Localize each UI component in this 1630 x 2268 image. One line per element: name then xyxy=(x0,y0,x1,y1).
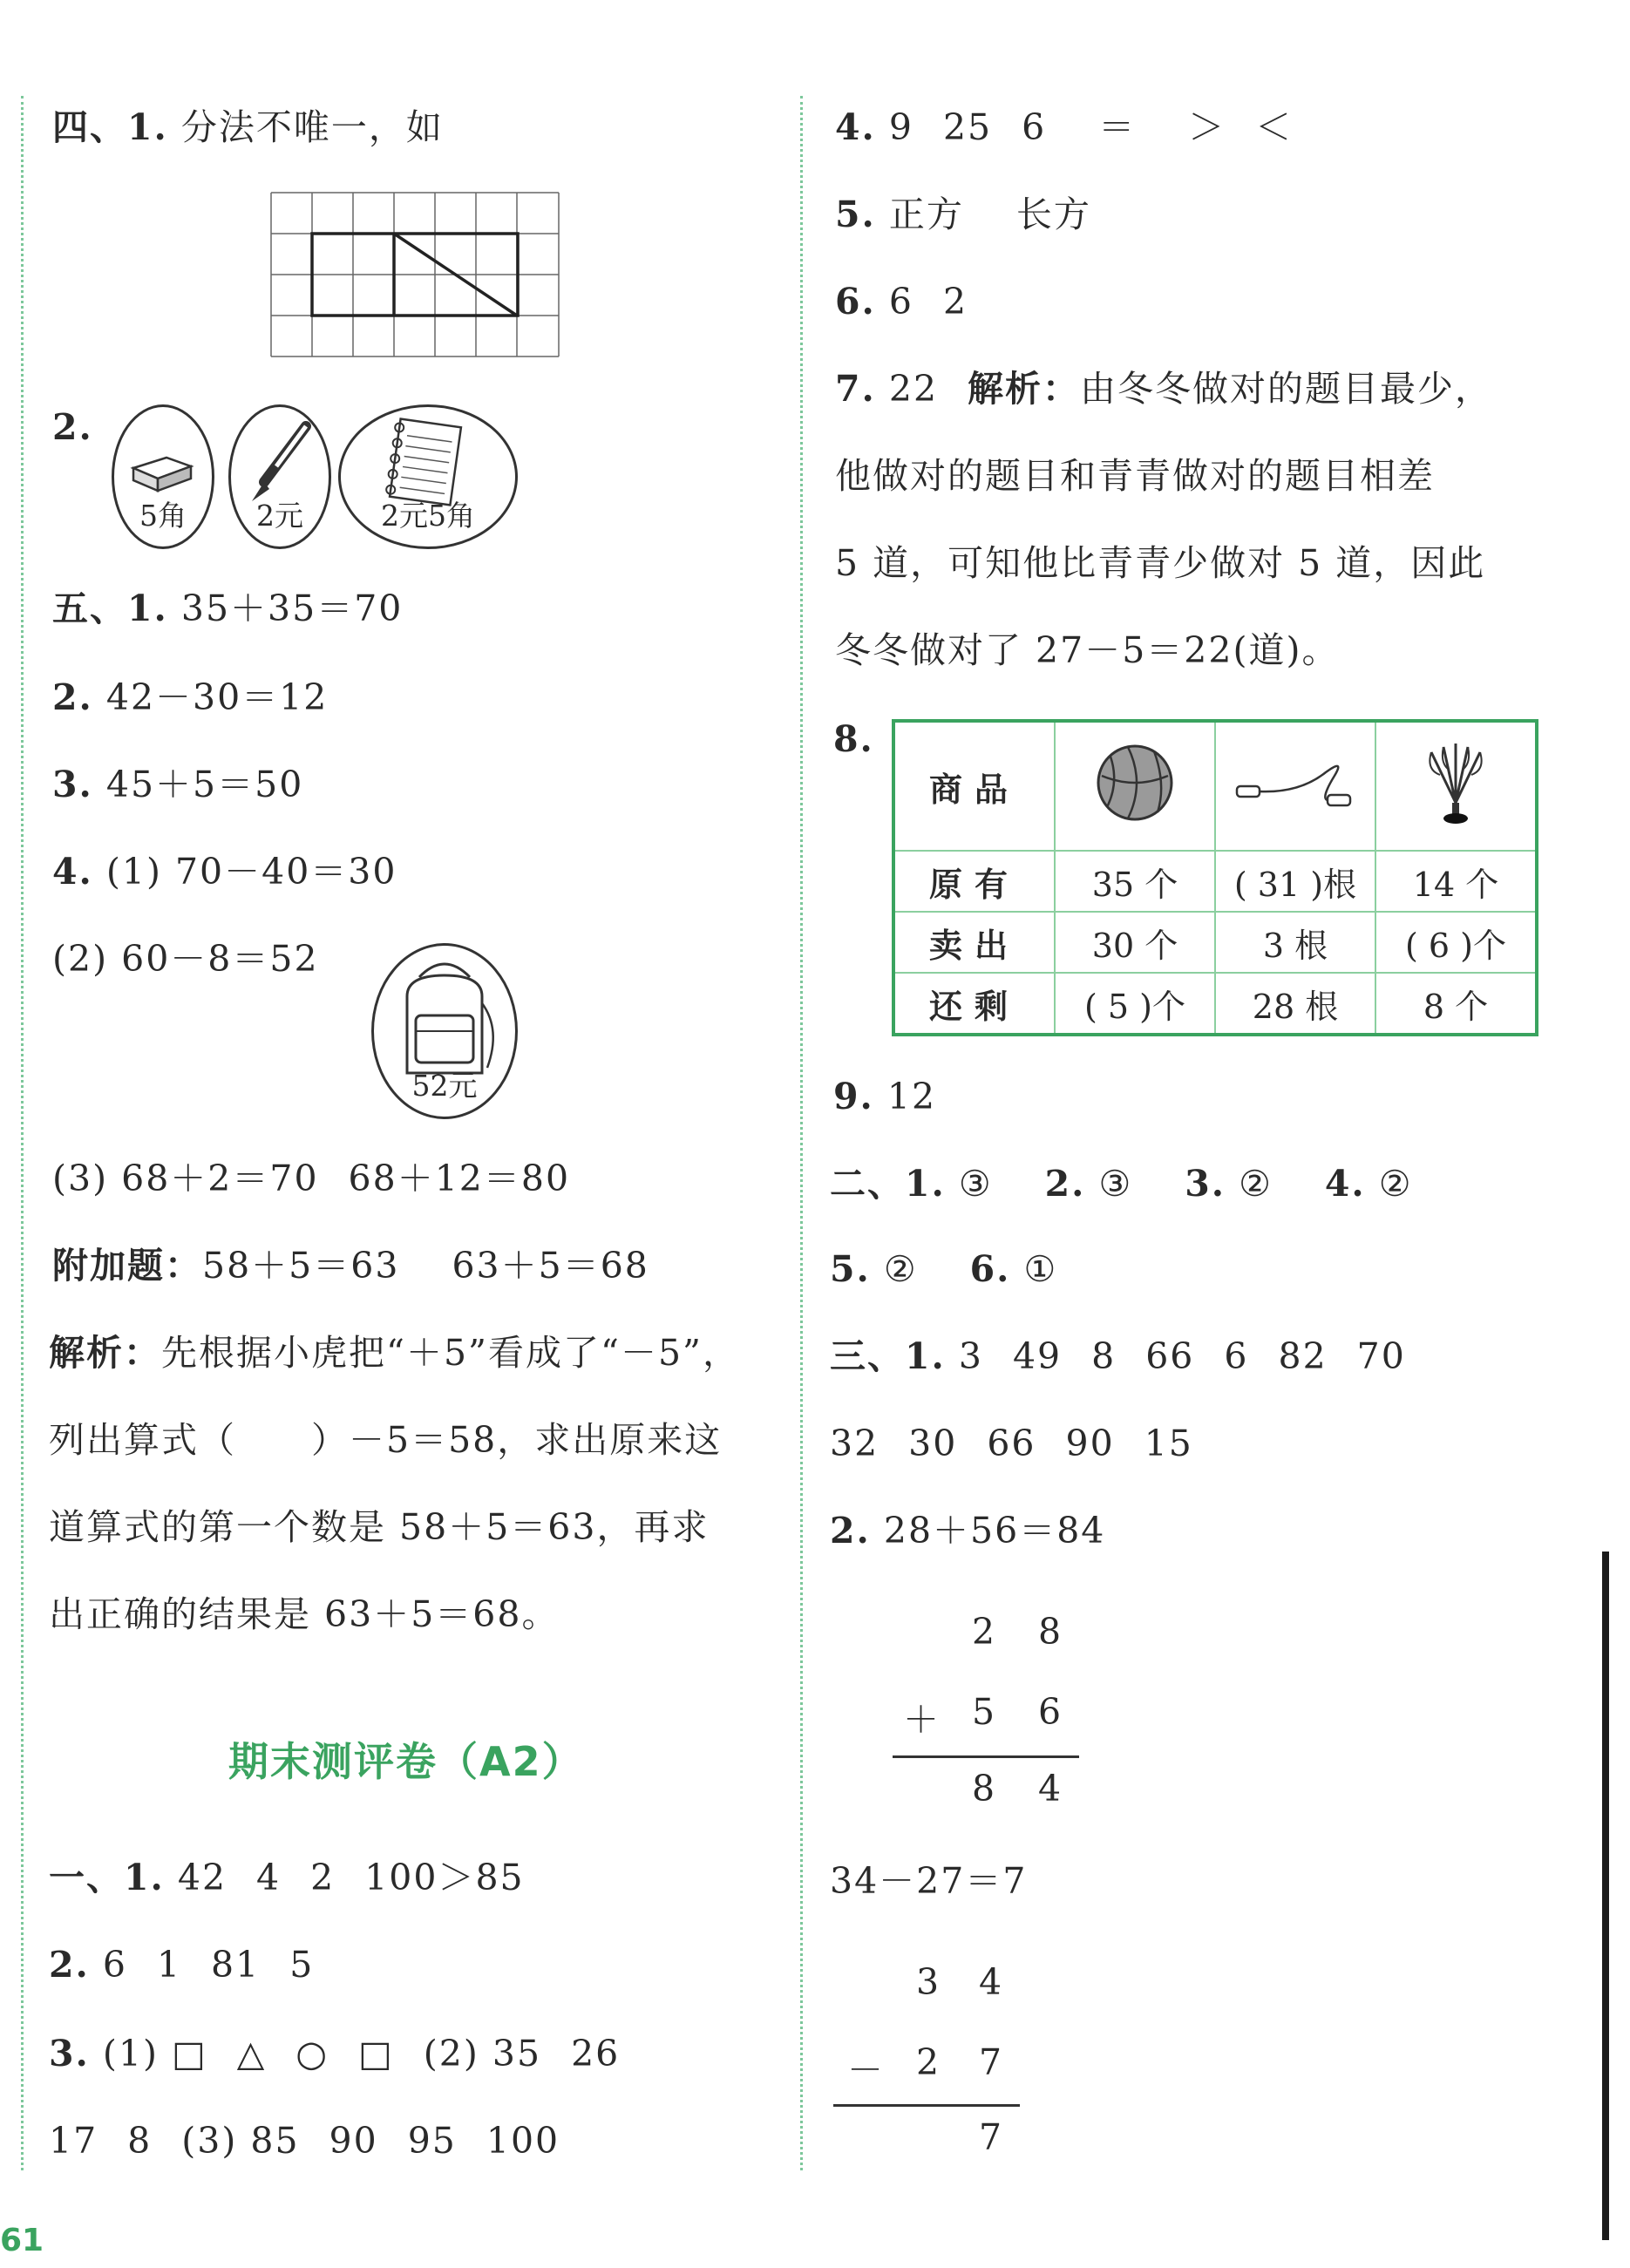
s3-q2: 2. 28＋56＝84 xyxy=(830,1510,1106,1552)
table-row xyxy=(893,912,1537,973)
vert1-rule xyxy=(893,1755,1079,1758)
analysis-line-2: 列出算式（ ）－5＝58，求出原来这 xyxy=(49,1419,723,1461)
section-title: 期末测评卷（A2） xyxy=(228,1738,584,1785)
grid-figure xyxy=(270,192,560,357)
r-q6: 6. 6 2 xyxy=(835,281,968,323)
table-cell: 3 根 xyxy=(1215,912,1375,973)
vert2-top-tens: 3 xyxy=(915,1961,940,2003)
analysis-line-1: 解析：先根据小虎把“＋5”看成了“－5”， xyxy=(49,1332,741,1374)
jump-rope-icon xyxy=(1230,741,1361,825)
q5-3: 3. 45＋5＝50 xyxy=(52,764,304,805)
s3-q1-cont: 32 30 66 90 15 xyxy=(830,1423,1193,1464)
table-cell: 30 个 xyxy=(1055,912,1215,973)
r-q9: 9. 12 xyxy=(833,1076,937,1117)
s1-q1: 一、1. 42 4 2 100＞85 xyxy=(49,1857,525,1898)
q4-2-label: 2. xyxy=(52,406,93,448)
vert2-operator: － xyxy=(847,2049,883,2091)
header-cell: 商品 xyxy=(893,721,1055,851)
vert1-top-tens: 2 xyxy=(971,1611,995,1653)
s1-q2: 2. 6 1 81 5 xyxy=(49,1944,315,1986)
r-q7-line4: 冬冬做对了 27－5＝22(道)。 xyxy=(835,629,1340,671)
s2-line2: 5. ② 6. ① xyxy=(830,1248,1058,1290)
r-q7-line1: 7. 22 解析：由冬冬做对的题目最少， xyxy=(835,368,1493,410)
s2-line1: 二、1. ③ 2. ③ 3. ② 4. ② xyxy=(830,1163,1413,1205)
table-cell: ( 6 )个 xyxy=(1375,912,1537,973)
q5-1: 五、1. 35＋35＝70 xyxy=(52,587,404,629)
eraser-price: 5角 xyxy=(139,499,187,533)
square-shape: □ xyxy=(171,2033,207,2074)
row-label: 还剩 xyxy=(893,973,1055,1035)
table-row xyxy=(893,973,1537,1035)
vert2-mid-ones: 7 xyxy=(978,2041,1002,2083)
left-margin-dotted-line xyxy=(21,96,24,2170)
table-cell: 35 个 xyxy=(1055,851,1215,912)
backpack-icon xyxy=(374,951,515,1082)
r-q4: 4. 9 25 6 ＝ ＞ ＜ xyxy=(835,106,1294,148)
square-shape: □ xyxy=(358,2033,394,2074)
table-cell: 8 个 xyxy=(1375,973,1537,1035)
table-row xyxy=(893,721,1537,851)
vert2-mid-tens: 2 xyxy=(915,2041,940,2083)
circle-shape: ○ xyxy=(295,2033,329,2074)
vert1-operator: ＋ xyxy=(903,1699,939,1741)
q4-1: 四、1. 分法不唯一，如 xyxy=(52,106,444,148)
s1-q3-cont: 17 8 (3) 85 90 95 100 xyxy=(49,2120,560,2162)
vert2-res-ones: 7 xyxy=(978,2116,1002,2158)
vert1-mid-ones: 6 xyxy=(1037,1691,1062,1733)
vert1-res-tens: 8 xyxy=(971,1768,995,1810)
jump-rope-cell xyxy=(1215,721,1375,851)
s3-q1: 三、1. 3 49 8 66 6 82 70 xyxy=(830,1335,1406,1377)
q5-2: 2. 42－30＝12 xyxy=(52,676,329,718)
backpack-price: 52元 xyxy=(411,1069,478,1103)
r-q7-line3: 5 道，可知他比青青少做对 5 道，因此 xyxy=(835,542,1486,584)
table-cell: 14 个 xyxy=(1375,851,1537,912)
q5-4: 4. (1) 70－40＝30 xyxy=(52,851,397,893)
table-cell: ( 31 )根 xyxy=(1215,851,1375,912)
r-q7-line2: 他做对的题目和青青做对的题目相差 xyxy=(835,455,1435,497)
notebook-price: 2元5角 xyxy=(381,499,475,533)
page-edge-shadow xyxy=(1602,1552,1609,2240)
pen-oval xyxy=(228,404,331,549)
column-divider-dotted-line xyxy=(800,96,803,2170)
vert1-mid-tens: 5 xyxy=(971,1691,995,1733)
extra-question: 附加题：58＋5＝63 63＋5＝68 xyxy=(52,1245,649,1287)
r-q5: 5. 正方 长方 xyxy=(835,194,1091,235)
vert2-top-ones: 4 xyxy=(978,1961,1002,2003)
triangle-shape: △ xyxy=(236,2033,267,2074)
notebook-oval xyxy=(338,404,518,549)
row-label: 卖出 xyxy=(893,912,1055,973)
table-cell: 28 根 xyxy=(1215,973,1375,1035)
vert1-top-ones: 8 xyxy=(1037,1611,1062,1653)
page-number: 61 xyxy=(0,2223,44,2258)
row-label: 原有 xyxy=(893,851,1055,912)
pen-price: 2元 xyxy=(256,499,303,533)
backpack-oval xyxy=(371,943,518,1119)
table-row xyxy=(893,851,1537,912)
s3-q2-sub: 34－27＝7 xyxy=(830,1860,1028,1902)
r-q8-label: 8. xyxy=(833,718,874,760)
eraser-oval xyxy=(112,404,214,549)
q5-4-2: (2) 60－8＝52 xyxy=(52,938,319,980)
analysis-line-3: 道算式的第一个数是 58＋5＝63，再求 xyxy=(49,1506,710,1548)
q5-4-3: (3) 68＋2＝70 68＋12＝80 xyxy=(52,1158,571,1199)
shuttlecock-icon xyxy=(1414,735,1498,831)
vert1-res-ones: 4 xyxy=(1037,1768,1062,1810)
badminton-cell xyxy=(1375,721,1537,851)
s1-q3: 3. (1) □ △ ○ □ (2) 35 26 xyxy=(49,2033,621,2074)
table-cell: ( 5 )个 xyxy=(1055,973,1215,1035)
goods-table xyxy=(892,719,1538,1036)
basketball-icon xyxy=(1093,741,1177,825)
basketball-cell xyxy=(1055,721,1215,851)
analysis-line-4: 出正确的结果是 63＋5＝68。 xyxy=(49,1593,560,1635)
vert2-rule xyxy=(833,2104,1020,2107)
